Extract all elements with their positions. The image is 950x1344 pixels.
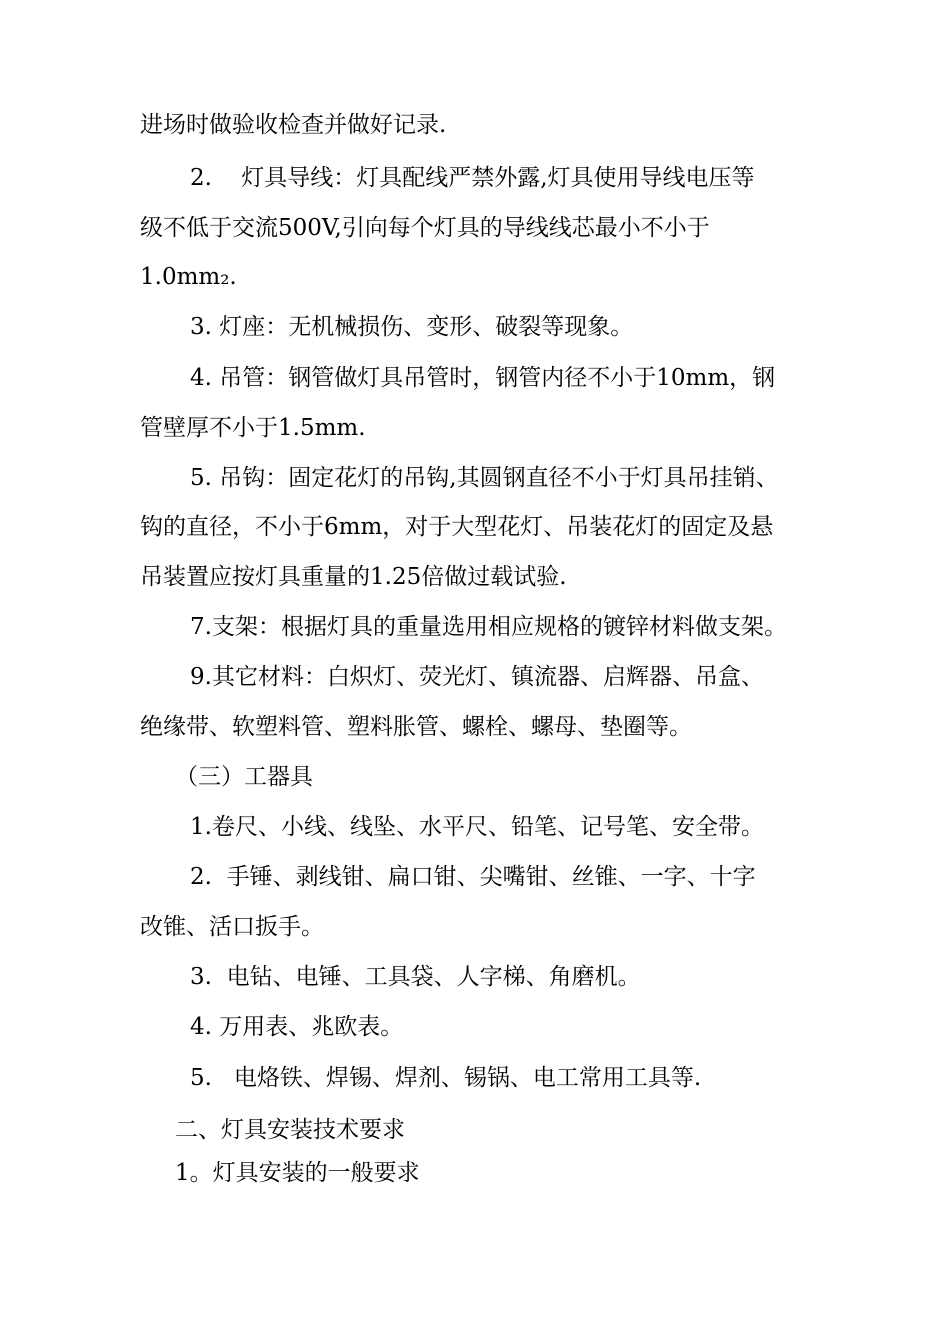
text-line-01: 进场时做验收检查并做好记录. [140,112,447,138]
section-heading-tools: （三）工器具 [175,764,313,790]
subsection-heading-general: 1。灯具安装的一般要求 [175,1160,420,1186]
text-line-20: 5. 电烙铁、焊锡、焊剂、锡锅、电工常用工具等. [190,1065,702,1091]
text-line-15: 1.卷尺、小线、线坠、水平尺、铅笔、记号笔、安全带。 [190,814,764,840]
text-line-04: 1.0mm₂. [140,264,237,290]
text-line-10: 吊装置应按灯具重量的1.25倍做过载试验. [140,564,567,590]
text-line-16: 2. 手锤、剥线钳、扁口钳、尖嘴钳、丝锥、一字、十字 [190,864,756,890]
section-heading-requirements: 二、灯具安装技术要求 [175,1117,405,1143]
text-line-12: 9.其它材料：白炽灯、荧光灯、镇流器、启辉器、吊盒、 [190,664,764,690]
text-line-17: 改锥、活口扳手。 [140,914,324,940]
text-line-13: 绝缘带、软塑料管、塑料胀管、螺栓、螺母、垫圈等。 [140,714,692,740]
text-line-03: 级不低于交流500V,引向每个灯具的导线线芯最小不小于 [140,215,710,241]
text-line-02: 2. 灯具导线：灯具配线严禁外露,灯具使用导线电压等 [190,165,755,191]
text-line-07: 管壁厚不小于1.5mm. [140,415,366,441]
text-line-09: 钩的直径，不小于6mm，对于大型花灯、吊装花灯的固定及悬 [140,514,774,540]
text-line-11: 7.支架：根据灯具的重量选用相应规格的镀锌材料做支架。 [190,614,787,640]
text-line-08: 5. 吊钩：固定花灯的吊钩,其圆钢直径不小于灯具吊挂销、 [190,465,779,491]
text-line-05: 3. 灯座：无机械损伤、变形、破裂等现象。 [190,314,634,340]
text-line-06: 4. 吊管：钢管做灯具吊管时，钢管内径不小于10mm，钢 [190,365,776,391]
text-line-19: 4. 万用表、兆欧表。 [190,1014,404,1040]
text-line-18: 3. 电钻、电锤、工具袋、人字梯、角磨机。 [190,964,641,990]
